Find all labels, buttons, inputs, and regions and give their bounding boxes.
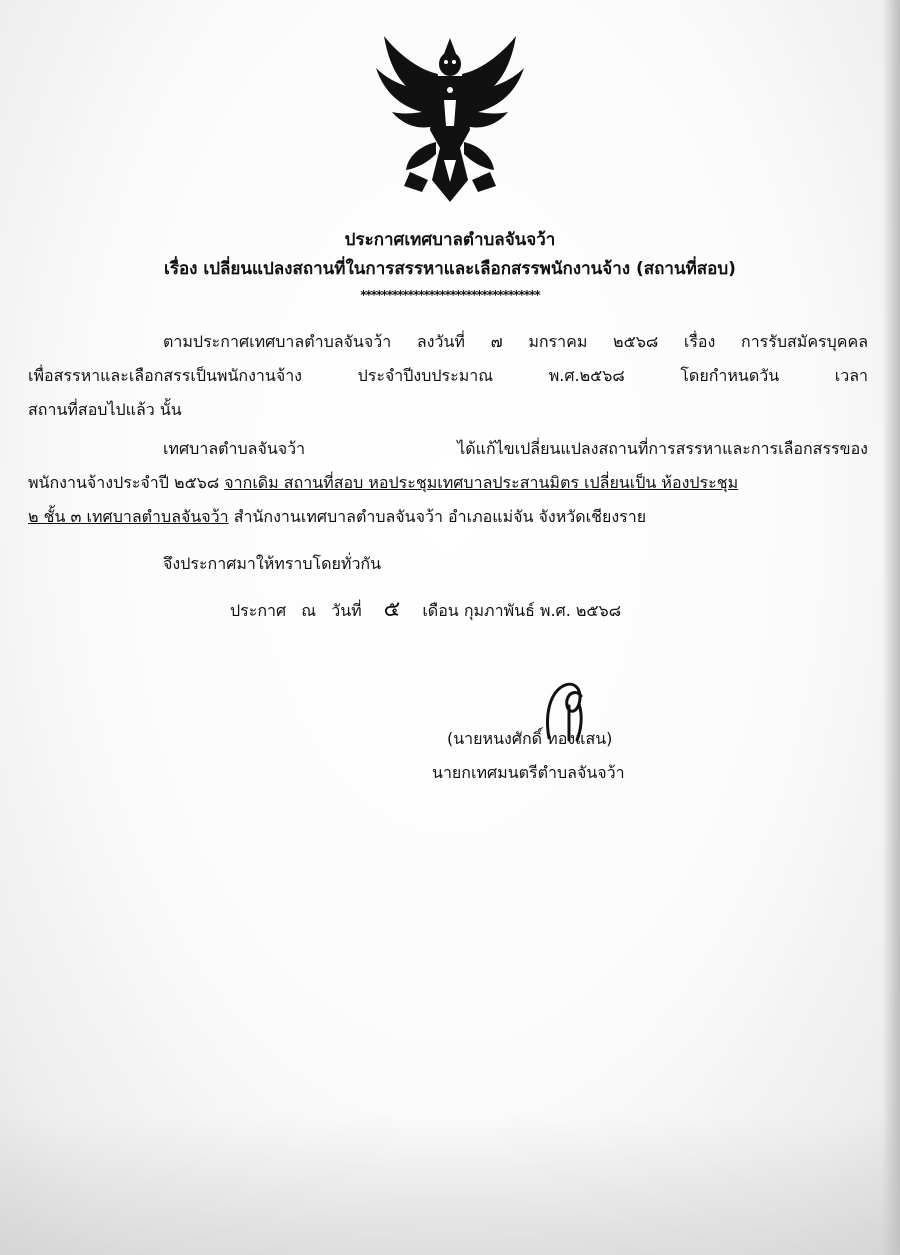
date-prefix: ประกาศ	[230, 601, 287, 620]
date-month-year: เดือน กุมภาพันธ์ พ.ศ. ๒๕๖๘	[422, 601, 622, 620]
paragraph-1-line-2: เพื่อสรรหาและเลือกสรรเป็นพนักงานจ้าง ประจำปีงบประมาณ พ.ศ.๒๕๖๘ โดยกำหนดวัน เวลา	[28, 366, 868, 385]
paragraph-1-line-3: สถานที่สอบไปแล้ว นั้น	[28, 400, 182, 419]
page-edge-shadow	[882, 0, 900, 1255]
paragraph-2-underlined-room: ๒ ชั้น ๓ เทศบาลตำบลจันจว้า	[28, 507, 229, 526]
paragraph-2-line-2	[28, 466, 868, 500]
page-bottom-shadow	[0, 1115, 900, 1255]
garuda-emblem-icon	[370, 30, 530, 208]
announcement-subject: เรื่อง เปลี่ยนแปลงสถานที่ในการสรรหาและเลือกสรรพนักงานจ้าง (สถานที่สอบ)	[164, 259, 736, 279]
signatory-name: (นายหนงศักดิ์ ทองแสน)	[447, 729, 613, 748]
announcement-date	[230, 591, 631, 626]
paragraph-2	[28, 432, 868, 534]
paragraph-3: จึงประกาศมาให้ทราบโดยทั่วกัน	[163, 554, 382, 573]
date-at: ณ	[301, 601, 317, 620]
paragraph-2-address: สำนักงานเทศบาลตำบลจันจว้า อำเภอแม่จัน จังหวัดเชียงราย	[228, 507, 647, 526]
paragraph-2-underlined-text: จากเดิม สถานที่สอบ หอประชุมเทศบาลประสานมิตร เปลี่ยนเป็น ห้องประชุม	[224, 473, 739, 492]
paragraph-2-line-1: เทศบาลตำบลจันจว้า ได้แก้ไขเปลี่ยนแปลงสถานที่การสรรหาและการเลือกสรรของ	[163, 439, 868, 458]
paragraph-1-line-1: ตามประกาศเทศบาลตำบลจันจว้า ลงวันที่ ๗ มกราคม ๒๕๖๘ เรื่อง การรับสมัครบุคคล	[163, 332, 868, 351]
paragraph-1	[28, 325, 868, 427]
separator-line: **********************************	[360, 288, 540, 302]
paragraph-2-line-3	[28, 500, 868, 534]
date-day: ๕	[383, 597, 401, 622]
date-day-label: วันที่	[331, 601, 362, 620]
paragraph-2-text: พนักงานจ้างประจำปี ๒๕๖๘	[28, 473, 225, 492]
announcement-title: ประกาศเทศบาลตำบลจันจว้า	[344, 230, 556, 250]
signatory-position: นายกเทศมนตรีตำบลจันจว้า	[432, 763, 625, 782]
